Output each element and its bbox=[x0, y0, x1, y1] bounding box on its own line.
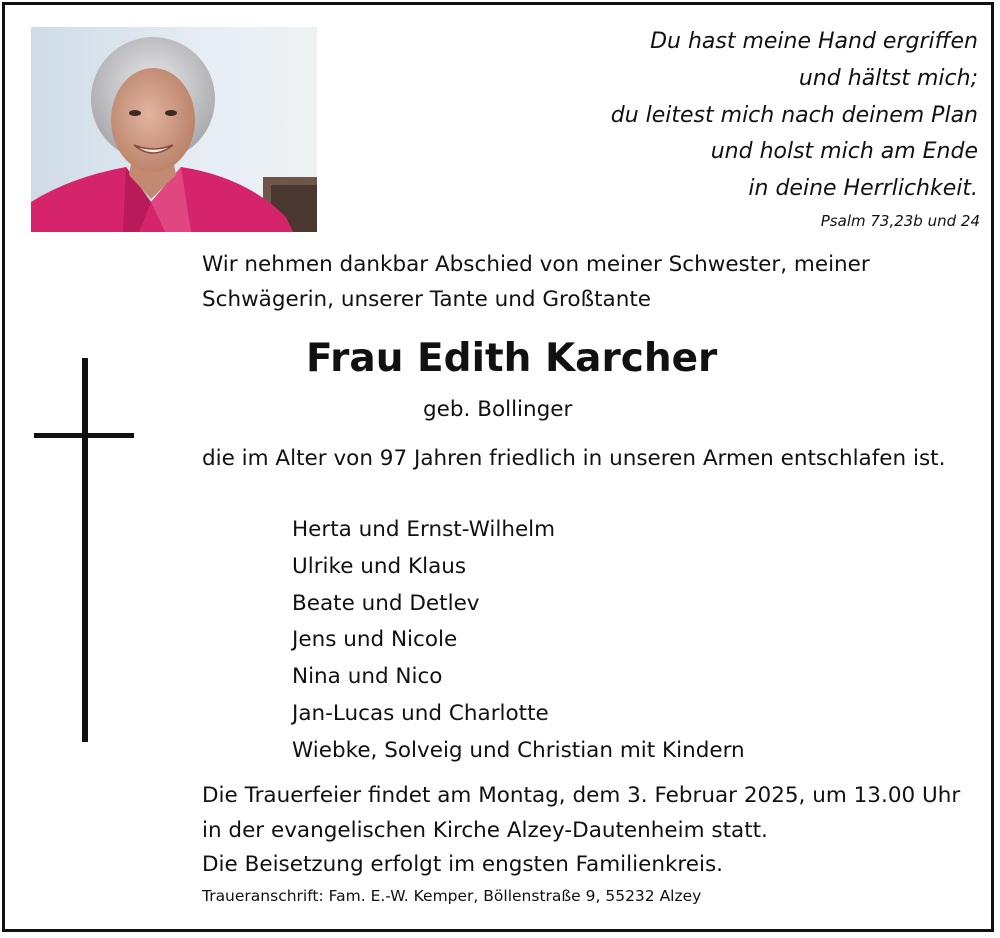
portrait-illustration bbox=[31, 27, 317, 232]
mourner-entry: Ulrike und Klaus bbox=[292, 553, 467, 579]
verse-line: und hältst mich; bbox=[798, 65, 978, 91]
age-statement: die im Alter von 97 Jahren friedlich in unseren Armen entschlafen ist. bbox=[202, 446, 946, 471]
portrait-photo bbox=[31, 27, 317, 232]
funeral-line: in der evangelischen Kirche Alzey-Dautenheim statt. bbox=[202, 817, 768, 843]
mourning-address: Traueranschrift: Fam. E.-W. Kemper, Böllenstraße 9, 55232 Alzey bbox=[202, 887, 702, 905]
verse-line: Du hast meine Hand ergriffen bbox=[650, 29, 978, 54]
mourner-entry: Herta und Ernst-Wilhelm bbox=[292, 517, 556, 542]
mourner-entry: Wiebke, Solveig und Christian mit Kindern bbox=[292, 737, 745, 763]
mourners-list bbox=[292, 512, 745, 770]
intro-line: Wir nehmen dankbar Abschied von meiner Schwester, meiner bbox=[202, 252, 870, 277]
verse-line: du leitest mich nach deinem Plan bbox=[610, 102, 978, 128]
mourner-entry: Beate und Detlev bbox=[292, 590, 480, 616]
mourner-entry: Jan-Lucas und Charlotte bbox=[292, 700, 549, 726]
verse-line: und holst mich am Ende bbox=[710, 139, 978, 165]
intro-text bbox=[202, 247, 962, 317]
funeral-line: Die Beisetzung erfolgt im engsten Familienkreis. bbox=[202, 852, 724, 877]
bible-verse bbox=[418, 24, 978, 231]
mourner-entry: Jens und Nicole bbox=[292, 627, 458, 653]
funeral-info bbox=[202, 779, 960, 883]
funeral-line: Die Trauerfeier findet am Montag, dem 3. Februar 2025, um 13.00 Uhr bbox=[202, 783, 961, 808]
verse-reference: Psalm 73,23b und 24 bbox=[820, 211, 980, 230]
cross-icon bbox=[30, 358, 140, 748]
verse-line: in deine Herrlichkeit. bbox=[748, 176, 978, 202]
mourner-entry: Nina und Nico bbox=[292, 664, 443, 690]
intro-line: Schwägerin, unserer Tante und Großtante bbox=[202, 287, 652, 312]
maiden-name: geb. Bollinger bbox=[423, 397, 573, 422]
deceased-name: Frau Edith Karcher bbox=[306, 336, 718, 381]
